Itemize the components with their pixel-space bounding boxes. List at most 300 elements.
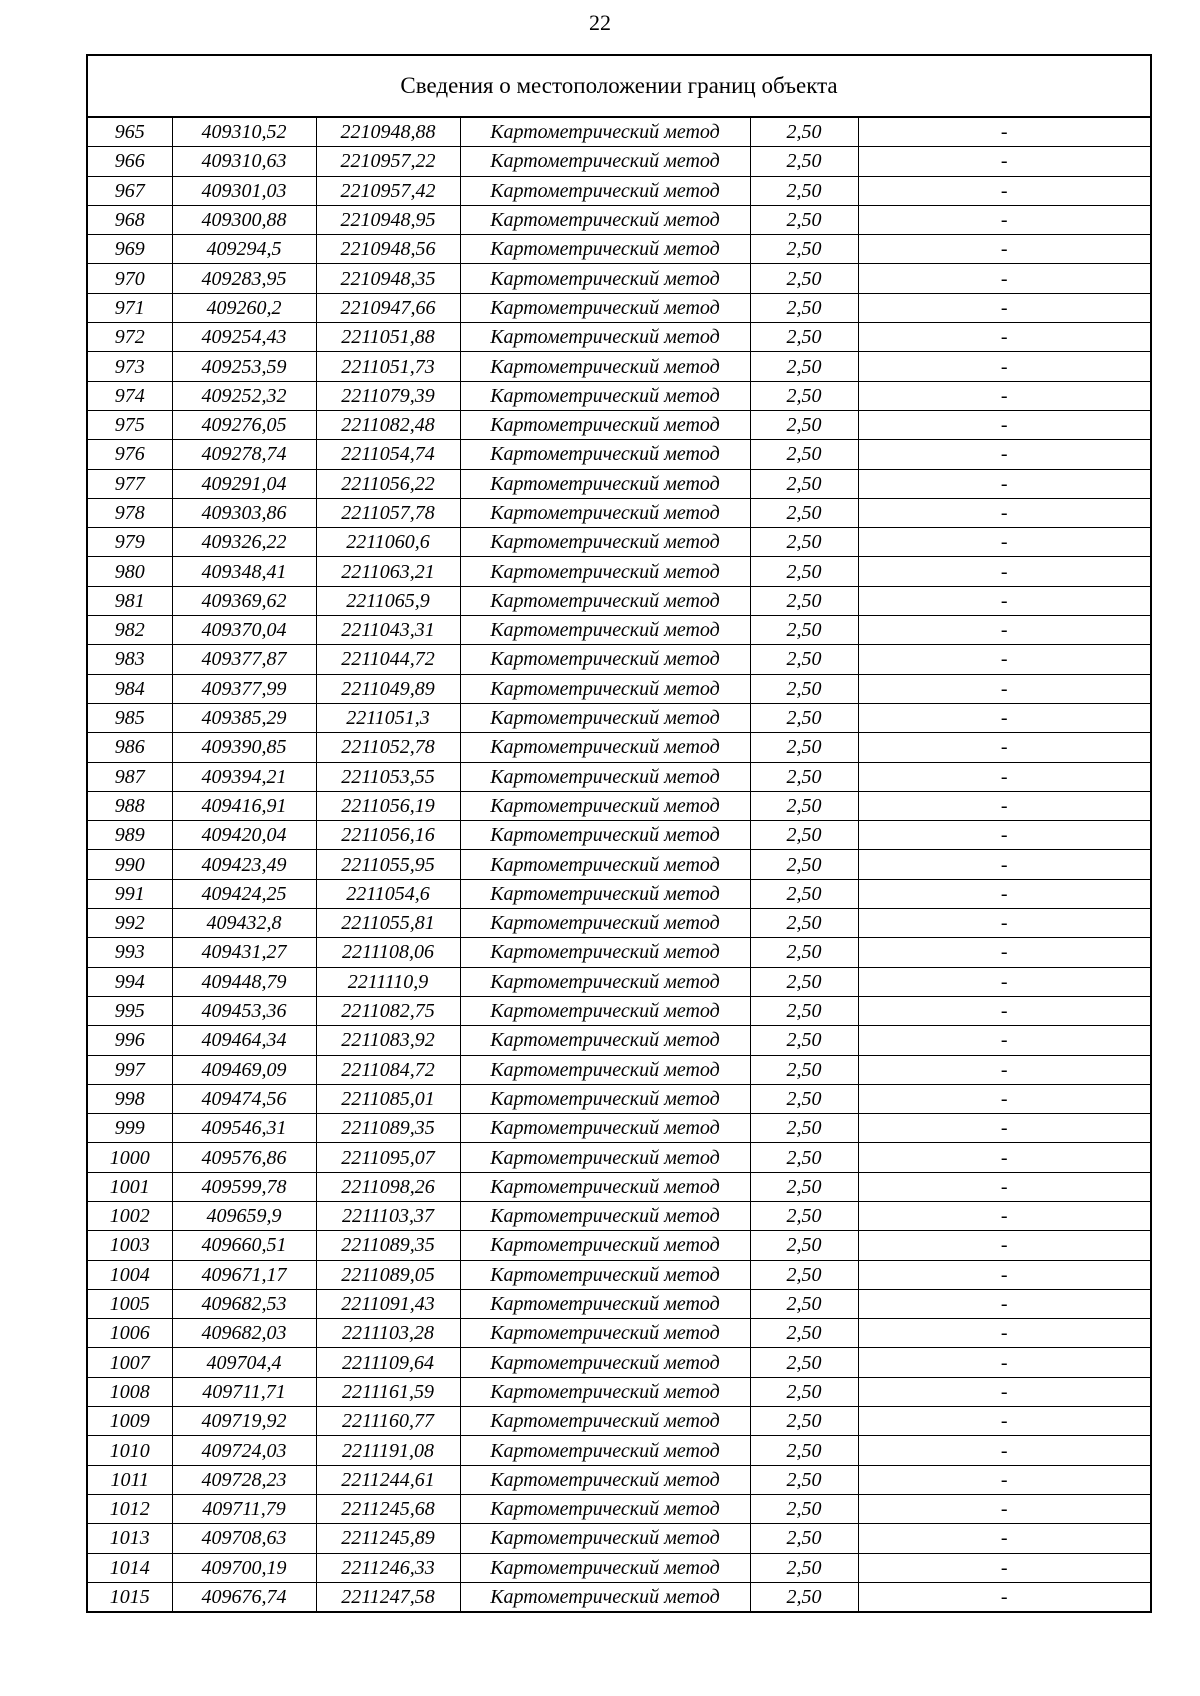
point-number-cell: 994 [88,967,172,996]
y-coordinate-cell: 2211103,37 [316,1201,460,1230]
description-cell: - [858,938,1150,967]
x-coordinate-cell: 409728,23 [172,1465,316,1494]
method-cell: Картометрический метод [460,381,750,410]
table-row [88,1172,1150,1201]
description-cell: - [858,1524,1150,1553]
y-coordinate-cell: 2211082,48 [316,410,460,439]
description-cell: - [858,1348,1150,1377]
x-coordinate-cell: 409310,63 [172,147,316,176]
table-row [88,1582,1150,1611]
point-number-cell: 981 [88,586,172,615]
x-coordinate-cell: 409423,49 [172,850,316,879]
table-row [88,118,1150,147]
table-row [88,1524,1150,1553]
description-cell: - [858,1407,1150,1436]
y-coordinate-cell: 2211084,72 [316,1055,460,1084]
description-cell: - [858,176,1150,205]
point-number-cell: 970 [88,264,172,293]
y-coordinate-cell: 2211091,43 [316,1289,460,1318]
accuracy-cell: 2,50 [750,586,858,615]
table-row [88,703,1150,732]
method-cell: Картометрический метод [460,235,750,264]
x-coordinate-cell: 409599,78 [172,1172,316,1201]
description-cell: - [858,1494,1150,1523]
accuracy-cell: 2,50 [750,909,858,938]
y-coordinate-cell: 2211247,58 [316,1582,460,1611]
y-coordinate-cell: 2211056,16 [316,821,460,850]
method-cell: Картометрический метод [460,147,750,176]
x-coordinate-cell: 409700,19 [172,1553,316,1582]
point-number-cell: 986 [88,733,172,762]
x-coordinate-cell: 409453,36 [172,996,316,1025]
y-coordinate-cell: 2211044,72 [316,645,460,674]
x-coordinate-cell: 409294,5 [172,235,316,264]
accuracy-cell: 2,50 [750,996,858,1025]
y-coordinate-cell: 2211098,26 [316,1172,460,1201]
point-number-cell: 982 [88,616,172,645]
x-coordinate-cell: 409420,04 [172,821,316,850]
y-coordinate-cell: 2211054,6 [316,879,460,908]
description-cell: - [858,205,1150,234]
accuracy-cell: 2,50 [750,118,858,147]
point-number-cell: 1013 [88,1524,172,1553]
accuracy-cell: 2,50 [750,381,858,410]
accuracy-cell: 2,50 [750,850,858,879]
x-coordinate-cell: 409310,52 [172,118,316,147]
point-number-cell: 1007 [88,1348,172,1377]
point-number-cell: 991 [88,879,172,908]
description-cell: - [858,235,1150,264]
table-row [88,381,1150,410]
y-coordinate-cell: 2211060,6 [316,528,460,557]
description-cell: - [858,1319,1150,1348]
y-coordinate-cell: 2211082,75 [316,996,460,1025]
table-row [88,1436,1150,1465]
description-cell: - [858,557,1150,586]
accuracy-cell: 2,50 [750,879,858,908]
accuracy-cell: 2,50 [750,1260,858,1289]
y-coordinate-cell: 2211089,05 [316,1260,460,1289]
method-cell: Картометрический метод [460,1377,750,1406]
description-cell: - [858,498,1150,527]
point-number-cell: 969 [88,235,172,264]
method-cell: Картометрический метод [460,586,750,615]
accuracy-cell: 2,50 [750,1231,858,1260]
table-row [88,469,1150,498]
accuracy-cell: 2,50 [750,1436,858,1465]
boundary-points-table [88,118,1150,1611]
method-cell: Картометрический метод [460,118,750,147]
y-coordinate-cell: 2211063,21 [316,557,460,586]
table-row [88,791,1150,820]
x-coordinate-cell: 409301,03 [172,176,316,205]
table-row [88,498,1150,527]
y-coordinate-cell: 2210948,35 [316,264,460,293]
table-row [88,1143,1150,1172]
point-number-cell: 993 [88,938,172,967]
x-coordinate-cell: 409303,86 [172,498,316,527]
x-coordinate-cell: 409278,74 [172,440,316,469]
table-row [88,528,1150,557]
table-row [88,674,1150,703]
accuracy-cell: 2,50 [750,645,858,674]
x-coordinate-cell: 409254,43 [172,323,316,352]
accuracy-cell: 2,50 [750,1289,858,1318]
table-row [88,996,1150,1025]
table-body [88,118,1150,1611]
y-coordinate-cell: 2211065,9 [316,586,460,615]
y-coordinate-cell: 2211108,06 [316,938,460,967]
x-coordinate-cell: 409432,8 [172,909,316,938]
accuracy-cell: 2,50 [750,821,858,850]
table-row [88,1319,1150,1348]
table-row [88,967,1150,996]
description-cell: - [858,1582,1150,1611]
y-coordinate-cell: 2211055,81 [316,909,460,938]
method-cell: Картометрический метод [460,967,750,996]
point-number-cell: 977 [88,469,172,498]
description-cell: - [858,879,1150,908]
description-cell: - [858,909,1150,938]
description-cell: - [858,1055,1150,1084]
method-cell: Картометрический метод [460,557,750,586]
y-coordinate-cell: 2211054,74 [316,440,460,469]
x-coordinate-cell: 409474,56 [172,1084,316,1113]
y-coordinate-cell: 2211245,68 [316,1494,460,1523]
table-row [88,235,1150,264]
y-coordinate-cell: 2211246,33 [316,1553,460,1582]
description-cell: - [858,528,1150,557]
description-cell: - [858,967,1150,996]
accuracy-cell: 2,50 [750,1084,858,1113]
method-cell: Картометрический метод [460,1407,750,1436]
y-coordinate-cell: 2211043,31 [316,616,460,645]
method-cell: Картометрический метод [460,1026,750,1055]
description-cell: - [858,352,1150,381]
point-number-cell: 988 [88,791,172,820]
y-coordinate-cell: 2211085,01 [316,1084,460,1113]
table-row [88,1260,1150,1289]
y-coordinate-cell: 2211051,73 [316,352,460,381]
method-cell: Картометрический метод [460,645,750,674]
method-cell: Картометрический метод [460,616,750,645]
point-number-cell: 968 [88,205,172,234]
table-row [88,1201,1150,1230]
description-cell: - [858,147,1150,176]
accuracy-cell: 2,50 [750,1172,858,1201]
point-number-cell: 979 [88,528,172,557]
description-cell: - [858,791,1150,820]
x-coordinate-cell: 409719,92 [172,1407,316,1436]
point-number-cell: 966 [88,147,172,176]
method-cell: Картометрический метод [460,821,750,850]
accuracy-cell: 2,50 [750,323,858,352]
table-row [88,762,1150,791]
point-number-cell: 992 [88,909,172,938]
x-coordinate-cell: 409377,99 [172,674,316,703]
accuracy-cell: 2,50 [750,674,858,703]
method-cell: Картометрический метод [460,352,750,381]
method-cell: Картометрический метод [460,791,750,820]
y-coordinate-cell: 2211056,22 [316,469,460,498]
method-cell: Картометрический метод [460,293,750,322]
table-row [88,1114,1150,1143]
method-cell: Картометрический метод [460,879,750,908]
accuracy-cell: 2,50 [750,1026,858,1055]
y-coordinate-cell: 2211110,9 [316,967,460,996]
accuracy-cell: 2,50 [750,557,858,586]
accuracy-cell: 2,50 [750,791,858,820]
table-row [88,1348,1150,1377]
accuracy-cell: 2,50 [750,1407,858,1436]
point-number-cell: 972 [88,323,172,352]
accuracy-cell: 2,50 [750,616,858,645]
accuracy-cell: 2,50 [750,498,858,527]
table-row [88,176,1150,205]
accuracy-cell: 2,50 [750,264,858,293]
y-coordinate-cell: 2211052,78 [316,733,460,762]
point-number-cell: 999 [88,1114,172,1143]
y-coordinate-cell: 2211109,64 [316,1348,460,1377]
x-coordinate-cell: 409704,4 [172,1348,316,1377]
x-coordinate-cell: 409671,17 [172,1260,316,1289]
description-cell: - [858,381,1150,410]
method-cell: Картометрический метод [460,762,750,791]
method-cell: Картометрический метод [460,1114,750,1143]
method-cell: Картометрический метод [460,1084,750,1113]
description-cell: - [858,1201,1150,1230]
y-coordinate-cell: 2210947,66 [316,293,460,322]
description-cell: - [858,264,1150,293]
y-coordinate-cell: 2210948,56 [316,235,460,264]
description-cell: - [858,703,1150,732]
description-cell: - [858,1172,1150,1201]
accuracy-cell: 2,50 [750,235,858,264]
table-row [88,323,1150,352]
method-cell: Картометрический метод [460,1201,750,1230]
x-coordinate-cell: 409276,05 [172,410,316,439]
point-number-cell: 967 [88,176,172,205]
method-cell: Картометрический метод [460,1172,750,1201]
accuracy-cell: 2,50 [750,1494,858,1523]
description-cell: - [858,586,1150,615]
point-number-cell: 997 [88,1055,172,1084]
accuracy-cell: 2,50 [750,967,858,996]
y-coordinate-cell: 2211056,19 [316,791,460,820]
table-row [88,1026,1150,1055]
point-number-cell: 1012 [88,1494,172,1523]
point-number-cell: 987 [88,762,172,791]
method-cell: Картометрический метод [460,1055,750,1084]
accuracy-cell: 2,50 [750,1524,858,1553]
point-number-cell: 996 [88,1026,172,1055]
y-coordinate-cell: 2211079,39 [316,381,460,410]
method-cell: Картометрический метод [460,1524,750,1553]
method-cell: Картометрический метод [460,1494,750,1523]
point-number-cell: 985 [88,703,172,732]
page-number: 22 [589,10,611,35]
y-coordinate-cell: 2211160,77 [316,1407,460,1436]
description-cell: - [858,674,1150,703]
x-coordinate-cell: 409711,71 [172,1377,316,1406]
accuracy-cell: 2,50 [750,1377,858,1406]
point-number-cell: 974 [88,381,172,410]
point-number-cell: 984 [88,674,172,703]
method-cell: Картометрический метод [460,498,750,527]
point-number-cell: 1008 [88,1377,172,1406]
description-cell: - [858,762,1150,791]
table-row [88,557,1150,586]
x-coordinate-cell: 409676,74 [172,1582,316,1611]
method-cell: Картометрический метод [460,1348,750,1377]
description-cell: - [858,1114,1150,1143]
point-number-cell: 1011 [88,1465,172,1494]
x-coordinate-cell: 409252,32 [172,381,316,410]
x-coordinate-cell: 409682,53 [172,1289,316,1318]
table-row [88,1084,1150,1113]
table-row [88,440,1150,469]
x-coordinate-cell: 409377,87 [172,645,316,674]
accuracy-cell: 2,50 [750,176,858,205]
y-coordinate-cell: 2211051,3 [316,703,460,732]
table-row [88,264,1150,293]
x-coordinate-cell: 409431,27 [172,938,316,967]
y-coordinate-cell: 2211083,92 [316,1026,460,1055]
accuracy-cell: 2,50 [750,293,858,322]
description-cell: - [858,996,1150,1025]
point-number-cell: 1015 [88,1582,172,1611]
x-coordinate-cell: 409370,04 [172,616,316,645]
description-cell: - [858,1026,1150,1055]
y-coordinate-cell: 2210957,42 [316,176,460,205]
method-cell: Картометрический метод [460,733,750,762]
point-number-cell: 998 [88,1084,172,1113]
method-cell: Картометрический метод [460,1143,750,1172]
point-number-cell: 1009 [88,1407,172,1436]
method-cell: Картометрический метод [460,1319,750,1348]
description-cell: - [858,118,1150,147]
point-number-cell: 976 [88,440,172,469]
table-row [88,205,1150,234]
accuracy-cell: 2,50 [750,205,858,234]
x-coordinate-cell: 409326,22 [172,528,316,557]
accuracy-cell: 2,50 [750,440,858,469]
description-cell: - [858,821,1150,850]
point-number-cell: 978 [88,498,172,527]
accuracy-cell: 2,50 [750,1553,858,1582]
y-coordinate-cell: 2211244,61 [316,1465,460,1494]
x-coordinate-cell: 409724,03 [172,1436,316,1465]
accuracy-cell: 2,50 [750,703,858,732]
x-coordinate-cell: 409253,59 [172,352,316,381]
method-cell: Картометрический метод [460,1436,750,1465]
point-number-cell: 1014 [88,1553,172,1582]
accuracy-cell: 2,50 [750,1348,858,1377]
x-coordinate-cell: 409448,79 [172,967,316,996]
x-coordinate-cell: 409546,31 [172,1114,316,1143]
description-cell: - [858,1260,1150,1289]
x-coordinate-cell: 409708,63 [172,1524,316,1553]
table-row [88,1289,1150,1318]
point-number-cell: 1002 [88,1201,172,1230]
y-coordinate-cell: 2211055,95 [316,850,460,879]
table-row [88,821,1150,850]
table-row [88,352,1150,381]
accuracy-cell: 2,50 [750,1201,858,1230]
y-coordinate-cell: 2210948,95 [316,205,460,234]
y-coordinate-cell: 2211095,07 [316,1143,460,1172]
description-cell: - [858,1084,1150,1113]
table-row [88,938,1150,967]
method-cell: Картометрический метод [460,1260,750,1289]
accuracy-cell: 2,50 [750,1114,858,1143]
point-number-cell: 965 [88,118,172,147]
x-coordinate-cell: 409291,04 [172,469,316,498]
x-coordinate-cell: 409711,79 [172,1494,316,1523]
accuracy-cell: 2,50 [750,1319,858,1348]
method-cell: Картометрический метод [460,469,750,498]
description-cell: - [858,1377,1150,1406]
point-number-cell: 983 [88,645,172,674]
point-number-cell: 989 [88,821,172,850]
description-cell: - [858,850,1150,879]
y-coordinate-cell: 2211089,35 [316,1231,460,1260]
accuracy-cell: 2,50 [750,147,858,176]
accuracy-cell: 2,50 [750,528,858,557]
accuracy-cell: 2,50 [750,1582,858,1611]
method-cell: Картометрический метод [460,1231,750,1260]
method-cell: Картометрический метод [460,1553,750,1582]
method-cell: Картометрический метод [460,264,750,293]
x-coordinate-cell: 409385,29 [172,703,316,732]
description-cell: - [858,1436,1150,1465]
point-number-cell: 990 [88,850,172,879]
method-cell: Картометрический метод [460,410,750,439]
table-row [88,586,1150,615]
method-cell: Картометрический метод [460,850,750,879]
point-number-cell: 1001 [88,1172,172,1201]
description-cell: - [858,733,1150,762]
method-cell: Картометрический метод [460,1289,750,1318]
x-coordinate-cell: 409424,25 [172,879,316,908]
x-coordinate-cell: 409469,09 [172,1055,316,1084]
accuracy-cell: 2,50 [750,1465,858,1494]
method-cell: Картометрический метод [460,909,750,938]
table-row [88,1407,1150,1436]
table-row [88,1494,1150,1523]
method-cell: Картометрический метод [460,938,750,967]
description-cell: - [858,1553,1150,1582]
point-number-cell: 995 [88,996,172,1025]
x-coordinate-cell: 409394,21 [172,762,316,791]
table-row [88,1055,1150,1084]
y-coordinate-cell: 2211057,78 [316,498,460,527]
y-coordinate-cell: 2210957,22 [316,147,460,176]
description-cell: - [858,1143,1150,1172]
x-coordinate-cell: 409416,91 [172,791,316,820]
point-number-cell: 975 [88,410,172,439]
table-row [88,645,1150,674]
table-row [88,850,1150,879]
method-cell: Картометрический метод [460,205,750,234]
point-number-cell: 980 [88,557,172,586]
y-coordinate-cell: 2210948,88 [316,118,460,147]
x-coordinate-cell: 409682,03 [172,1319,316,1348]
y-coordinate-cell: 2211103,28 [316,1319,460,1348]
table-row [88,1231,1150,1260]
accuracy-cell: 2,50 [750,352,858,381]
accuracy-cell: 2,50 [750,469,858,498]
